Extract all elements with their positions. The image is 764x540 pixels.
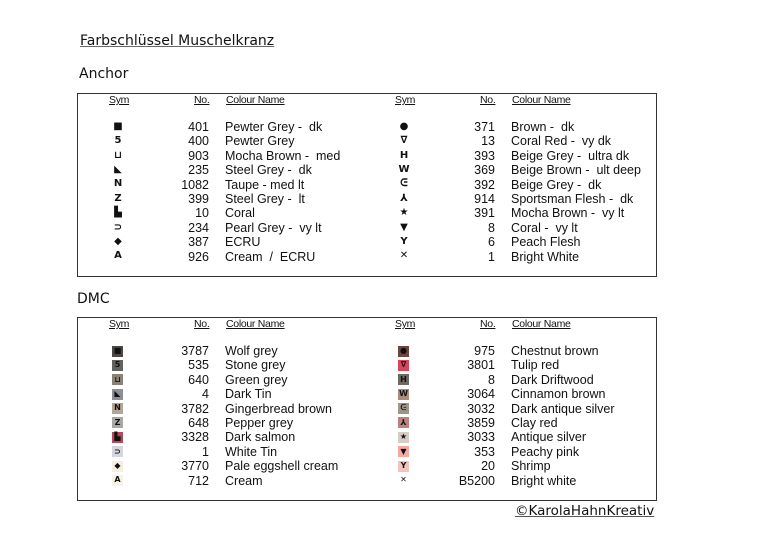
table-row	[364, 430, 654, 444]
table-row	[364, 459, 654, 473]
header-colour-name: Colour Name	[226, 94, 285, 106]
colour-number: 3032	[467, 401, 495, 416]
colour-name: Dark salmon	[225, 430, 296, 445]
colour-name: Steel Grey - lt	[225, 191, 305, 206]
colour-name: Coral	[225, 206, 255, 221]
colour-name: Antique silver	[511, 430, 587, 445]
table-row	[78, 134, 368, 148]
symbol-icon: H	[399, 149, 409, 161]
symbol-icon: 5	[112, 360, 123, 371]
colour-name: White Tin	[225, 444, 278, 459]
colour-number: 8	[488, 220, 495, 235]
table-row	[364, 178, 654, 192]
symbol-icon: ◣	[112, 389, 123, 400]
symbol-icon: ⊔	[112, 374, 123, 385]
colour-name: Dark Tin	[225, 387, 272, 402]
table-row	[78, 416, 368, 430]
table-row	[78, 402, 368, 416]
table-row	[364, 235, 654, 249]
colour-number: 3770	[181, 459, 209, 474]
colour-number: 712	[188, 473, 209, 488]
colour-number: 399	[188, 191, 209, 206]
colour-number: 353	[474, 444, 495, 459]
anchor-key-table	[77, 93, 657, 277]
table-row	[364, 134, 654, 148]
table-row	[364, 387, 654, 401]
colour-number: 1082	[181, 177, 209, 192]
header-sym: Sym	[109, 94, 130, 106]
colour-number: 535	[188, 358, 209, 373]
colour-name: Shrimp	[511, 459, 551, 474]
symbol-icon: ●	[399, 120, 409, 132]
symbol-icon: A	[112, 475, 123, 486]
table-row	[364, 120, 654, 134]
table-row	[78, 358, 368, 372]
table-row	[78, 373, 368, 387]
table-row	[78, 459, 368, 473]
symbol-icon: ◆	[114, 235, 122, 247]
colour-name: Cream	[225, 473, 263, 488]
colour-number: 3064	[467, 387, 495, 402]
symbol-icon: ★	[399, 432, 408, 442]
colour-number: 3801	[467, 358, 495, 373]
colour-name: Beige Grey - dk	[511, 177, 602, 192]
symbol-icon: H	[398, 374, 409, 385]
colour-name: Bright White	[511, 249, 580, 264]
symbol-icon: Y	[398, 461, 409, 472]
symbol-icon: N	[112, 403, 123, 414]
colour-number: 20	[481, 459, 495, 474]
colour-number: 400	[188, 134, 209, 149]
symbol-icon: ✕	[398, 475, 409, 486]
colour-number: 10	[195, 206, 209, 221]
table-row	[364, 373, 654, 387]
header-no: No.	[194, 318, 210, 330]
colour-number: 3782	[181, 401, 209, 416]
colour-number: B5200	[458, 473, 495, 488]
colour-name: Peachy pink	[511, 444, 580, 459]
colour-name: Mocha Brown - med	[225, 148, 341, 163]
header-sym: Sym	[109, 318, 130, 330]
symbol-icon: 5	[114, 135, 122, 147]
copyright-link[interactable]: ©KarolaHahnKreativ	[515, 503, 655, 519]
colour-name: Cinnamon brown	[511, 387, 606, 402]
colour-number: 640	[188, 372, 209, 387]
table-row	[78, 235, 368, 249]
symbol-icon: ⅄	[400, 192, 408, 204]
colour-number: 8	[488, 372, 495, 387]
header-no: No.	[194, 94, 210, 106]
table-row	[364, 149, 654, 163]
colour-number: 903	[188, 148, 209, 163]
table-row	[78, 445, 368, 459]
colour-name: Dark antique silver	[511, 401, 615, 416]
colour-name: Beige Grey - ultra dk	[511, 148, 630, 163]
colour-number: 393	[474, 148, 495, 163]
table-row	[78, 149, 368, 163]
symbol-icon: Y	[400, 235, 408, 247]
colour-name: Sportsman Flesh - dk	[511, 191, 634, 206]
colour-name: Beige Brown - ult deep	[511, 163, 641, 178]
colour-number: 3787	[181, 344, 209, 358]
colour-number: 6	[488, 235, 495, 250]
table-row	[364, 250, 654, 264]
colour-number: 3033	[467, 430, 495, 445]
colour-name: Mocha Brown - vy lt	[511, 206, 625, 221]
header-no: No.	[480, 318, 496, 330]
table-row	[78, 344, 368, 358]
symbol-icon: Z	[114, 192, 122, 204]
colour-name: Wolf grey	[225, 344, 278, 358]
colour-number: 975	[474, 344, 495, 358]
header-colour-name: Colour Name	[512, 318, 571, 330]
colour-name: Pearl Grey - vy lt	[225, 220, 322, 235]
colour-number: 401	[188, 120, 209, 134]
symbol-icon: ⊔	[114, 149, 122, 161]
colour-number: 391	[474, 206, 495, 221]
symbol-icon: ▙	[112, 432, 123, 443]
table-row	[364, 221, 654, 235]
colour-number: 914	[474, 191, 495, 206]
colour-number: 387	[188, 235, 209, 250]
colour-number: 13	[481, 134, 495, 149]
table-row	[364, 445, 654, 459]
table-row	[78, 430, 368, 444]
colour-name: Stone grey	[225, 358, 286, 373]
table-row	[78, 192, 368, 206]
colour-number: 1	[488, 249, 495, 264]
colour-name: ECRU	[225, 235, 261, 250]
table-row	[78, 474, 368, 488]
symbol-icon: ᕮ	[398, 403, 409, 414]
header-colour-name: Colour Name	[512, 94, 571, 106]
symbol-icon: Z	[112, 417, 123, 428]
colour-name: Green grey	[225, 372, 288, 387]
symbol-icon: W	[399, 388, 408, 398]
table-row	[364, 402, 654, 416]
table-row	[78, 163, 368, 177]
table-row	[364, 192, 654, 206]
colour-number: 648	[188, 415, 209, 430]
colour-name: Pale eggshell cream	[225, 459, 339, 474]
symbol-icon: W	[398, 163, 410, 175]
colour-name: Pewter Grey	[225, 134, 295, 149]
colour-number: 1	[202, 444, 209, 459]
colour-number: 392	[474, 177, 495, 192]
symbol-icon: N	[113, 178, 123, 190]
page-title: Farbschlüssel Muschelkranz	[80, 33, 275, 49]
colour-number: 234	[188, 220, 209, 235]
table-row	[78, 178, 368, 192]
symbol-icon: ★	[399, 207, 409, 219]
table-row	[78, 206, 368, 220]
header-no: No.	[480, 94, 496, 106]
colour-number: 371	[474, 120, 495, 134]
symbol-icon: ●	[398, 346, 409, 357]
table-row	[364, 344, 654, 358]
header-colour-name: Colour Name	[226, 318, 285, 330]
colour-name: Pewter Grey - dk	[225, 120, 323, 134]
colour-name: Peach Flesh	[511, 235, 581, 250]
colour-number: 235	[188, 163, 209, 178]
symbol-icon: ⊃	[113, 221, 123, 233]
table-row	[364, 474, 654, 488]
colour-name: Clay red	[511, 415, 558, 430]
colour-name: Brown - dk	[511, 120, 575, 134]
table-row	[78, 387, 368, 401]
colour-name: Chestnut brown	[511, 344, 599, 358]
dmc-key-table	[77, 317, 657, 501]
section-label-dmc: DMC	[77, 291, 110, 307]
symbol-icon: ∇	[400, 135, 408, 147]
symbol-icon: ■	[113, 120, 123, 132]
colour-number: 4	[202, 387, 209, 402]
colour-name: Coral Red - vy dk	[511, 134, 612, 149]
symbol-icon: ᕮ	[400, 178, 408, 190]
table-row	[364, 416, 654, 430]
colour-number: 369	[474, 163, 495, 178]
colour-number: 3859	[467, 415, 495, 430]
symbol-icon: ✕	[399, 250, 409, 262]
symbol-icon: A	[114, 250, 122, 262]
colour-name: Gingerbread brown	[225, 401, 333, 416]
table-row	[78, 221, 368, 235]
symbol-icon: ■	[113, 345, 122, 355]
symbol-icon: ⊃	[112, 446, 123, 457]
header-sym: Sym	[395, 318, 416, 330]
colour-number: 3328	[181, 430, 209, 445]
colour-name: Coral - vy lt	[511, 220, 578, 235]
colour-name: Cream / ECRU	[225, 249, 316, 264]
symbol-icon: ⅄	[398, 417, 409, 428]
table-row	[364, 163, 654, 177]
symbol-icon: ▼	[398, 446, 409, 457]
colour-name: Tulip red	[511, 358, 560, 373]
header-sym: Sym	[395, 94, 416, 106]
colour-name: Bright white	[511, 473, 577, 488]
table-row	[78, 120, 368, 134]
table-row	[364, 358, 654, 372]
symbol-icon: ▙	[114, 207, 122, 219]
colour-name: Pepper grey	[225, 415, 294, 430]
symbol-icon: ◆	[112, 461, 123, 472]
colour-name: Steel Grey - dk	[225, 163, 312, 178]
colour-name: Taupe - med lt	[225, 177, 305, 192]
symbol-icon: ▼	[400, 221, 408, 233]
table-row	[78, 250, 368, 264]
colour-name: Dark Driftwood	[511, 372, 594, 387]
colour-number: 926	[188, 249, 209, 264]
table-row	[364, 206, 654, 220]
symbol-icon: ◣	[114, 163, 122, 175]
symbol-icon: ∇	[398, 360, 409, 371]
section-label-anchor: Anchor	[79, 66, 129, 82]
